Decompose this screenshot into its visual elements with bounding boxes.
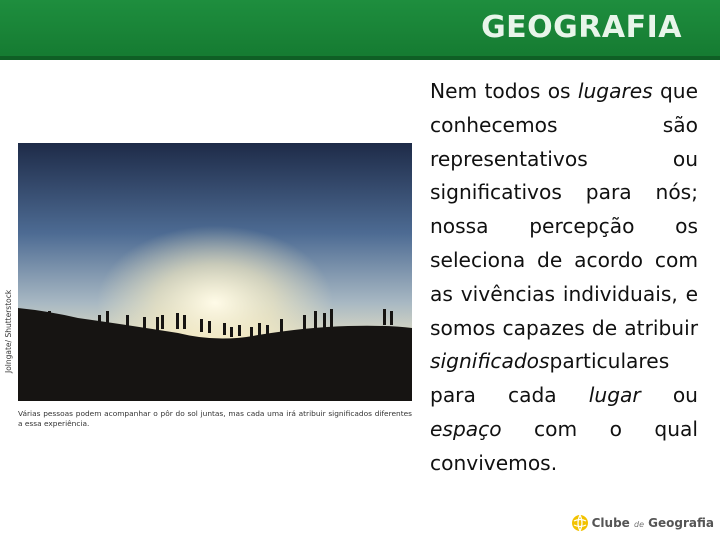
main-paragraph [430, 75, 698, 481]
text-part: ou [640, 383, 698, 408]
photo-credit-text: Jolngate/ Shutterstock [4, 289, 13, 373]
text-italic-significados: significados [430, 349, 550, 374]
photo-credit [4, 143, 16, 401]
footer-logo [571, 512, 714, 534]
sunset-photo [18, 143, 412, 401]
page-title: GEOGRAFIA [481, 10, 682, 45]
text-italic-lugares: lugares [577, 79, 653, 103]
text-italic-espaco: espaço [430, 416, 502, 441]
globe-logo-icon [571, 514, 589, 532]
photo-caption: Várias pessoas podem acompanhar o pôr do sol juntas, mas cada uma irá atribuir significados diferentes a essa experiência. [18, 409, 412, 429]
text-part: com o qual convivemos. [430, 416, 698, 475]
brand-part: Clube [591, 516, 634, 530]
sunset-illustration [18, 143, 412, 401]
text-part: particulares para cada [430, 349, 670, 408]
brand-name [592, 516, 714, 530]
brand-part: de [633, 520, 644, 529]
text-part: que conhecemos são representativos ou significativos para nós; nossa percepção os seleciona de acordo com as vivências individuais, e somos capazes de atribuir [430, 79, 698, 340]
text-italic-lugar: lugar [588, 383, 641, 408]
header-stripe [0, 56, 720, 60]
brand-part: Geografia [643, 516, 714, 530]
text-part: Nem todos os [430, 79, 578, 103]
header-bar [0, 0, 720, 60]
